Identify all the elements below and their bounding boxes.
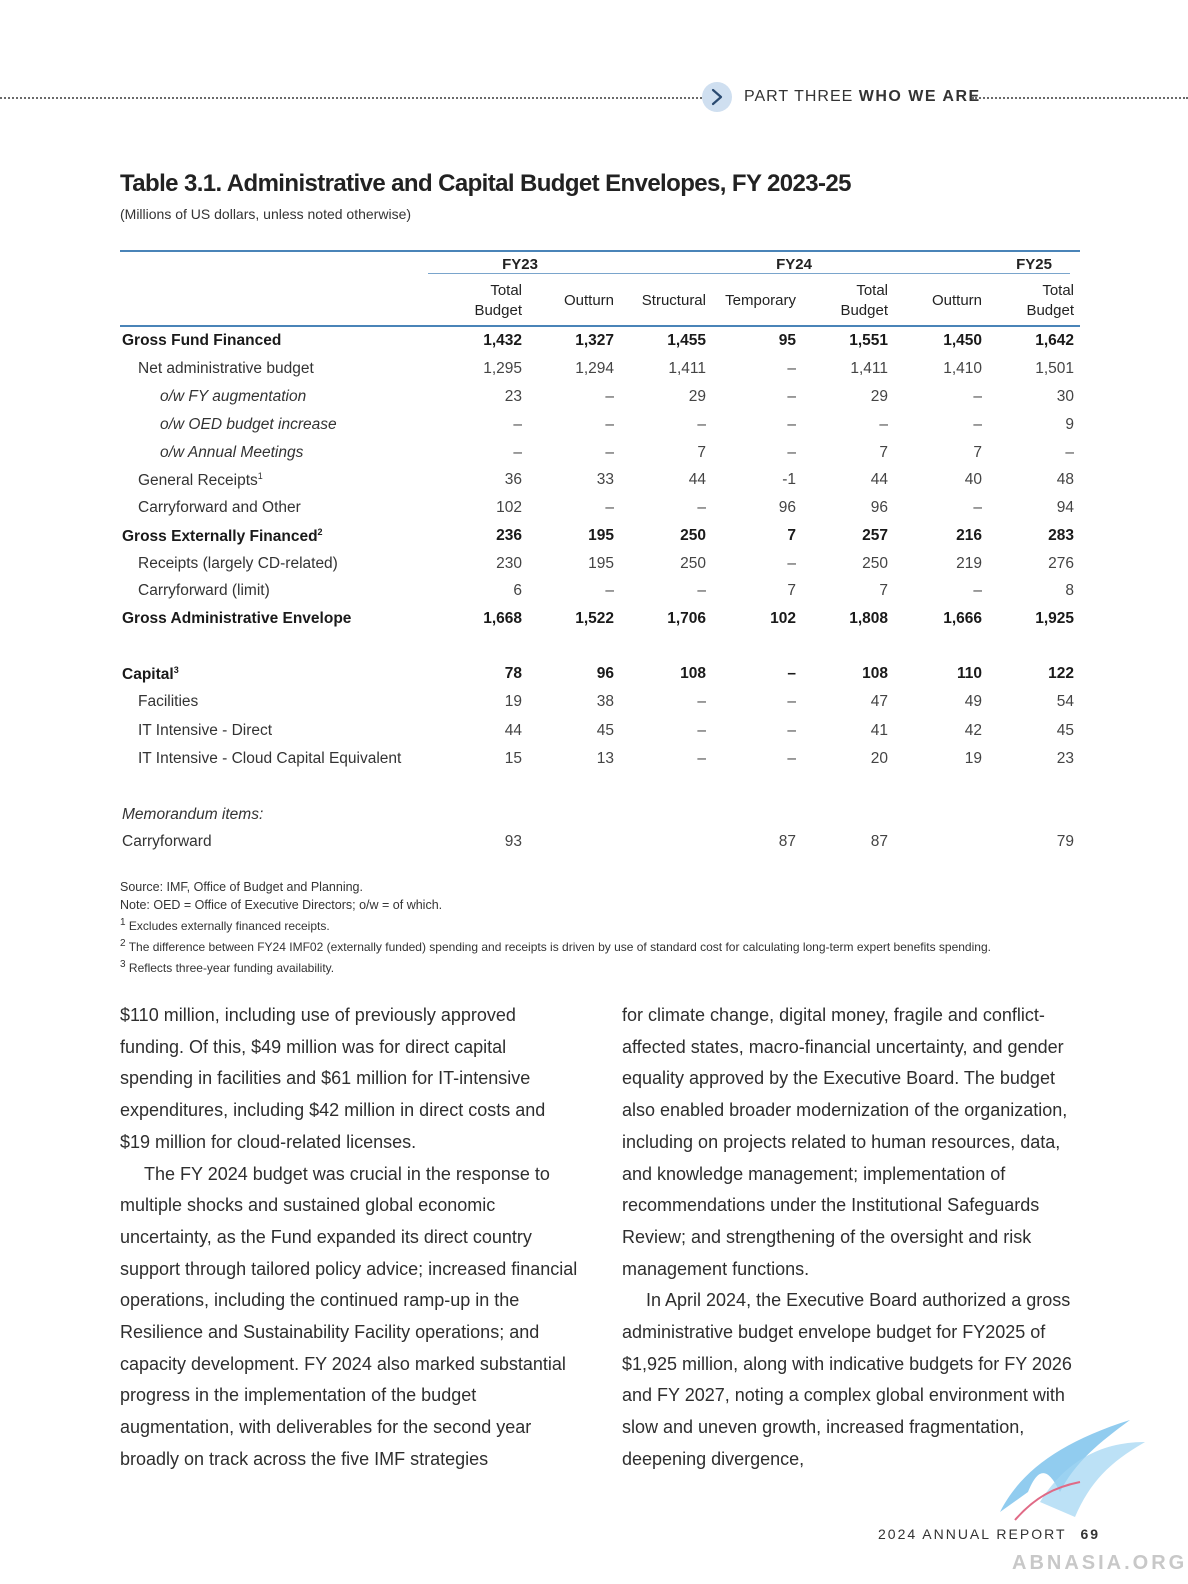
table-row <box>120 722 1080 746</box>
table-cell: 54 <box>1056 693 1074 710</box>
table-cell: 195 <box>588 555 614 572</box>
column-header: Total Budget <box>1026 282 1074 319</box>
section-part: PART THREE <box>744 88 854 105</box>
table-cell: – <box>787 750 796 767</box>
watermark-bird-icon <box>980 1402 1150 1537</box>
table-cell: 1,295 <box>483 360 522 377</box>
note-source: Source: IMF, Office of Budget and Planning. <box>120 880 363 894</box>
group-header-fy25: FY25 <box>1016 256 1052 273</box>
table-cell: – <box>879 416 888 433</box>
table-cell: – <box>697 722 706 739</box>
table-cell: 195 <box>588 527 614 544</box>
group-header-fy23: FY23 <box>502 256 538 273</box>
table-cell: 276 <box>1048 555 1074 572</box>
table-cell: 110 <box>956 665 982 682</box>
table-cell: 7 <box>879 582 888 599</box>
table-cell: 49 <box>964 693 982 710</box>
row-label: IT Intensive - Cloud Capital Equivalent <box>138 750 402 767</box>
table-cell: 40 <box>964 471 982 488</box>
row-label: Facilities <box>138 693 199 710</box>
paragraph: The FY 2024 budget was crucial in the response to multiple shocks and sustained global economic uncertainty, as the Fund expanded its direct country support through tailored policy advice; increased financial operations, including the continued ramp-up in the Resilience and Sustainability Facility operations; and capacity development. FY 2024 also marked substantial progress in the implementation of the budget augmentation, with deliverables for the second year broadly on track across the five IMF strategies <box>120 1163 578 1469</box>
section-label <box>744 88 981 106</box>
report-name: 2024 ANNUAL REPORT <box>878 1526 1067 1542</box>
table-cell: 13 <box>596 750 614 767</box>
table-cell: 96 <box>778 499 796 516</box>
table-cell: – <box>787 665 796 682</box>
table-cell: 219 <box>956 555 982 572</box>
table-cell: – <box>697 693 706 710</box>
table-cell: – <box>787 444 796 461</box>
table-cell: – <box>513 444 522 461</box>
table-cell: 1,551 <box>849 332 888 349</box>
table-cell: 47 <box>870 693 888 710</box>
body-column-left <box>120 1000 580 1476</box>
row-label: Capital$^3$ <box>122 665 179 684</box>
table-cell: 7 <box>787 527 796 544</box>
table-cell: – <box>787 388 796 405</box>
table-cell: – <box>605 582 614 599</box>
table-title: Table 3.1. Administrative and Capital Budget Envelopes, FY 2023-25 <box>120 170 851 197</box>
table-cell: 1,455 <box>667 332 706 349</box>
section-header <box>0 80 1188 114</box>
table-cell: 44 <box>688 471 706 488</box>
table-cell: 38 <box>596 693 614 710</box>
dotted-rule-left <box>0 97 702 99</box>
table-cell: 7 <box>697 444 706 461</box>
table-cell: – <box>605 499 614 516</box>
table-cell: 19 <box>964 750 982 767</box>
row-label: Gross Administrative Envelope <box>122 610 352 627</box>
table-cell: – <box>973 388 982 405</box>
row-label: Gross Fund Financed <box>122 332 282 349</box>
table-row <box>120 527 1080 551</box>
table-row <box>120 665 1080 689</box>
section-title: WHO WE ARE <box>858 88 981 105</box>
table-cell: 102 <box>496 499 522 516</box>
table-cell: 7 <box>879 444 888 461</box>
group-header-rule <box>428 273 1070 274</box>
row-label: IT Intensive - Direct <box>138 722 273 739</box>
table-cell: 23 <box>1056 750 1074 767</box>
table-cell: 7 <box>787 582 796 599</box>
table-cell: 1,666 <box>943 610 982 627</box>
row-label: Receipts (largely CD-related) <box>138 555 338 572</box>
row-label: o/w OED budget increase <box>160 416 337 433</box>
table-cell: – <box>1065 444 1074 461</box>
table-cell: 1,410 <box>943 360 982 377</box>
table-cell: 250 <box>862 555 888 572</box>
table-cell: 1,450 <box>943 332 982 349</box>
table-row <box>120 555 1080 579</box>
table-cell: 6 <box>513 582 522 599</box>
table-cell: 41 <box>870 722 888 739</box>
table-top-rule <box>120 250 1080 252</box>
column-header: Outturn <box>931 292 982 309</box>
table-cell: 79 <box>1056 833 1074 850</box>
table-cell: – <box>973 582 982 599</box>
table-row <box>120 750 1080 774</box>
group-header-fy24: FY24 <box>776 256 812 273</box>
table-cell: 102 <box>770 610 796 627</box>
table-row <box>120 416 1080 440</box>
table-cell: 250 <box>680 527 706 544</box>
table-cell: – <box>973 499 982 516</box>
table-cell: – <box>697 499 706 516</box>
table-cell: 36 <box>504 471 522 488</box>
table-row <box>120 332 1080 356</box>
table-row <box>120 610 1080 634</box>
table-row <box>120 582 1080 606</box>
table-cell: 15 <box>504 750 522 767</box>
footnote-2: $^2$ The difference between FY24 IMF02 (externally funded) spending and receipts is driven by use of standard cost for calculating long-term expert benefits spending. <box>120 938 991 954</box>
table-cell: – <box>787 360 796 377</box>
table-cell: 94 <box>1056 499 1074 516</box>
note-abbrev: Note: OED = Office of Executive Directors; o/w = of which. <box>120 898 443 912</box>
table-cell: – <box>605 444 614 461</box>
column-header: Total Budget <box>840 282 888 319</box>
table-cell: 1,668 <box>483 610 522 627</box>
table-cell: 42 <box>964 722 982 739</box>
table-cell: 1,432 <box>483 332 522 349</box>
table-cell: 96 <box>870 499 888 516</box>
table-cell: – <box>973 416 982 433</box>
row-label: Carryforward (limit) <box>138 582 270 599</box>
table-cell: 1,411 <box>850 360 888 377</box>
column-header: Temporary <box>725 292 796 309</box>
table-cell: – <box>605 416 614 433</box>
table-cell: 19 <box>504 693 522 710</box>
row-label: Carryforward and Other <box>138 499 301 516</box>
table-cell: 93 <box>504 833 522 850</box>
table-cell: 122 <box>1048 665 1074 682</box>
table-cell: 95 <box>778 332 796 349</box>
row-label: o/w FY augmentation <box>160 388 307 405</box>
table-cell: 250 <box>680 555 706 572</box>
table-cell: – <box>787 722 796 739</box>
table-cell: – <box>605 388 614 405</box>
footnote-3: $^3$ Reflects three-year funding availability. <box>120 959 335 975</box>
table-cell: 45 <box>1056 722 1074 739</box>
table-cell: 29 <box>870 388 888 405</box>
table-row <box>120 388 1080 412</box>
table-cell: 48 <box>1056 471 1074 488</box>
table-cell: 7 <box>973 444 982 461</box>
table-cell: 87 <box>778 833 796 850</box>
table-cell: – <box>697 582 706 599</box>
chevron-right-icon <box>702 82 732 112</box>
table-cell: 23 <box>504 388 522 405</box>
row-label: Carryforward <box>122 833 212 850</box>
table-cell: – <box>787 693 796 710</box>
table-cell: – <box>513 416 522 433</box>
table-cell: 33 <box>596 471 614 488</box>
paragraph: In April 2024, the Executive Board authorized a gross administrative budget envelope budget for FY2025 of $1,925 million, along with indicative budgets for FY 2026 and FY 2027, noting a complex global environment with slow and uneven growth, increased fragmentation, deepening divergence, <box>622 1290 1072 1469</box>
table-cell: 1,642 <box>1035 332 1074 349</box>
page-number: 69 <box>1080 1526 1101 1542</box>
table-notes <box>120 878 991 977</box>
paragraph: $110 million, including use of previously approved funding. Of this, $49 million was for direct capital spending in facilities and $61 million for IT-intensive expenditures, including $42 million in direct costs and $19 million for cloud-related licenses. <box>120 1005 546 1152</box>
table-row <box>120 693 1080 717</box>
row-label: General Receipts$^1$ <box>138 471 263 490</box>
table-cell: 283 <box>1048 527 1074 544</box>
table-cell: 20 <box>870 750 888 767</box>
watermark-text: ABNASIA.ORG <box>1012 1552 1188 1574</box>
table-row <box>120 444 1080 468</box>
table-cell: 108 <box>862 665 888 682</box>
table-cell: 96 <box>596 665 614 682</box>
column-header: Total Budget <box>474 282 522 319</box>
table-cell: 1,925 <box>1035 610 1074 627</box>
table-cell: 108 <box>680 665 706 682</box>
table-row <box>120 806 1080 830</box>
table-cell: 1,294 <box>575 360 614 377</box>
table-cell: 8 <box>1065 582 1074 599</box>
table-cell: 78 <box>504 665 522 682</box>
footnote-1: $^1$ Excludes externally financed receipts. <box>120 917 330 933</box>
table-cell: 9 <box>1065 416 1074 433</box>
table-cell: 236 <box>496 527 522 544</box>
table-cell: 45 <box>596 722 614 739</box>
table-cell: 1,501 <box>1035 360 1074 377</box>
column-header: Structural <box>641 292 706 309</box>
table-cell: – <box>697 750 706 767</box>
table-cell: 1,808 <box>849 610 888 627</box>
table-cell: 1,706 <box>667 610 706 627</box>
row-label: o/w Annual Meetings <box>160 444 304 461</box>
paragraph: for climate change, digital money, fragile and conflict-affected states, macro-financial uncertainty, and gender equality approved by the Executive Board. The budget also enabled broader modernization of the organization, including on projects related to human resources, data, and knowledge management; implementation of recommendations under the Institutional Safeguards Review; and strengthening of the oversight and risk management functions. <box>622 1005 1068 1279</box>
table-cell: 44 <box>870 471 888 488</box>
row-label: Memorandum items: <box>122 806 264 823</box>
table-cell: 87 <box>870 833 888 850</box>
table-cell: 29 <box>688 388 706 405</box>
dotted-rule-right <box>972 97 1188 99</box>
table-cell: 230 <box>496 555 522 572</box>
row-label: Gross Externally Financed$^2$ <box>122 527 323 546</box>
table-cell: 257 <box>862 527 888 544</box>
table-cell: – <box>787 416 796 433</box>
table-cell: 1,327 <box>575 332 614 349</box>
column-header: Outturn <box>563 292 614 309</box>
table-cell: -1 <box>782 471 796 488</box>
table-cell: 30 <box>1056 388 1074 405</box>
table-row <box>120 499 1080 523</box>
table-cell: – <box>787 555 796 572</box>
table-cell: 44 <box>504 722 522 739</box>
table-cell: 216 <box>956 527 982 544</box>
table-subtitle: (Millions of US dollars, unless noted otherwise) <box>120 206 412 222</box>
table-row <box>120 833 1080 857</box>
row-label: Net administrative budget <box>138 360 314 377</box>
table-row <box>120 471 1080 495</box>
table-cell: 1,522 <box>575 610 614 627</box>
table-cell: 1,411 <box>668 360 706 377</box>
table-cell: – <box>697 416 706 433</box>
table-row <box>120 360 1080 384</box>
header-bottom-rule <box>120 325 1080 327</box>
